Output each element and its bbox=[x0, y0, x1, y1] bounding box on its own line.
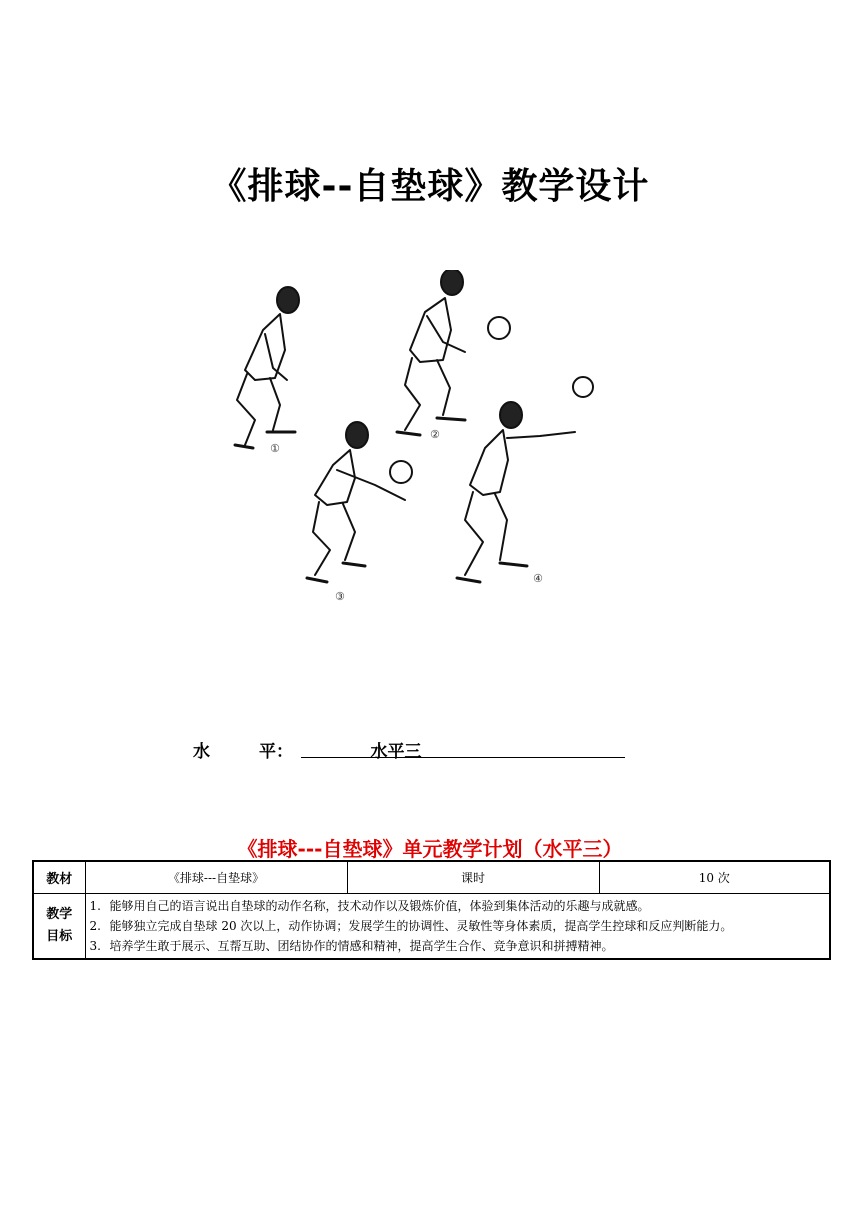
player-figure-4 bbox=[457, 402, 575, 582]
goal-item-3 bbox=[90, 936, 826, 956]
level-value: 水平三 bbox=[370, 742, 422, 762]
level-label-char1: 水 bbox=[193, 742, 210, 762]
table-row-material bbox=[33, 861, 830, 894]
goals-label bbox=[33, 894, 85, 960]
hours-value: 10 次 bbox=[599, 861, 830, 894]
table-row-goals bbox=[33, 894, 830, 960]
figure-label-3: ③ bbox=[335, 590, 345, 603]
player-figure-2 bbox=[397, 270, 465, 435]
goals-label-line1: 教学 bbox=[46, 907, 73, 922]
goal-item-1 bbox=[90, 896, 826, 916]
figure-label-2: ② bbox=[430, 428, 440, 441]
goals-label-line2: 目标 bbox=[46, 929, 73, 944]
volleyball-4 bbox=[573, 377, 593, 397]
document-title: 《排球--自垫球》教学设计 bbox=[210, 166, 650, 207]
figure-label-1: ① bbox=[270, 442, 280, 455]
player-figure-1 bbox=[235, 287, 299, 448]
player-figure-3 bbox=[307, 422, 405, 582]
unit-plan-table bbox=[32, 860, 831, 960]
material-value: 《排球---自垫球》 bbox=[85, 861, 347, 894]
goal-text: 培养学生敢于展示、互帮互助、团结协作的情感和精神，提高学生合作、竞争意识和拼搏精神。 bbox=[109, 939, 614, 953]
volleyball-3 bbox=[390, 461, 412, 483]
level-label-char2: 平： bbox=[259, 742, 293, 762]
goal-number: 2. bbox=[89, 919, 101, 933]
material-label: 教材 bbox=[33, 861, 85, 894]
goal-item-2 bbox=[90, 916, 826, 936]
goal-text: 能够独立完成自垫球 20 次以上，动作协调；发展学生的协调性、灵敏性等身体素质，提高学生控球和反应判断能力。 bbox=[109, 919, 733, 933]
goals-list bbox=[85, 894, 830, 960]
unit-plan-title: 《排球---自垫球》单元教学计划（水平三） bbox=[237, 837, 623, 861]
level-label bbox=[193, 737, 293, 762]
goal-number: 3. bbox=[89, 939, 101, 953]
hours-label: 课时 bbox=[347, 861, 599, 894]
goal-number: 1. bbox=[89, 899, 101, 913]
goal-text: 能够用自己的语言说出自垫球的动作名称，技术动作以及锻炼价值，体验到集体活动的乐趣与成就感。 bbox=[109, 899, 650, 913]
volleyball-technique-illustration bbox=[215, 270, 665, 615]
volleyball-2 bbox=[488, 317, 510, 339]
figure-label-4: ④ bbox=[533, 572, 543, 585]
